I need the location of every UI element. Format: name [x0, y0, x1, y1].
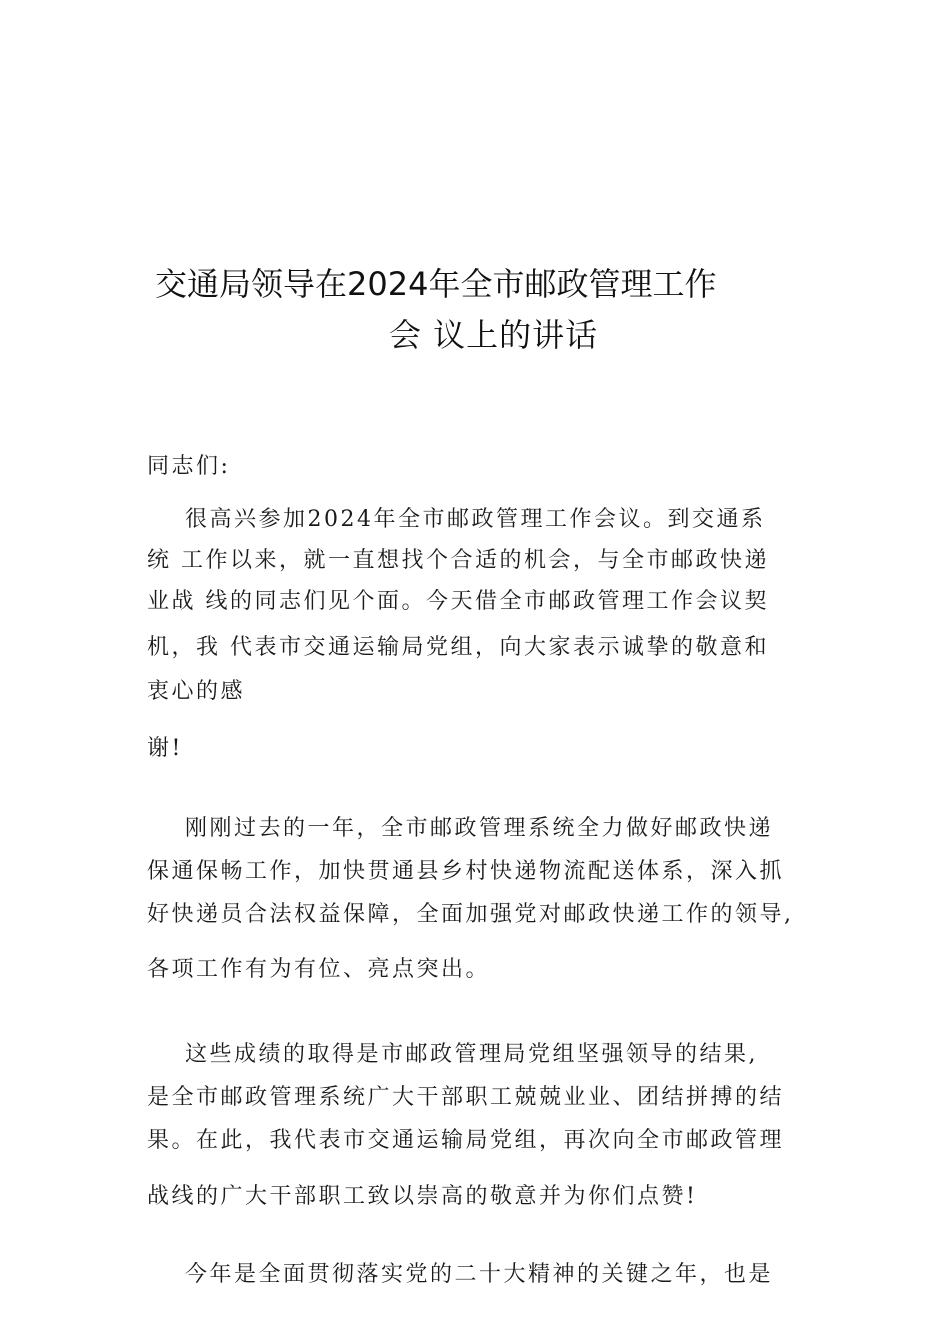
paragraph-1-line-6: 谢!	[147, 736, 183, 761]
paragraph-1-line-3: 业战 线的同志们见个面。今天借全市邮政管理工作会议契	[147, 589, 769, 614]
salutation: 同志们:	[147, 454, 231, 479]
paragraph-2-line-4: 各项工作有为有位、亮点突出。	[147, 957, 491, 982]
paragraph-1-line-4: 机，我 代表市交通运输局党组，向大家表示诚挚的敬意和	[147, 635, 769, 660]
paragraph-1-line-5: 衷心的感	[147, 679, 246, 704]
paragraph-4-line-1: 今年是全面贯彻落实党的二十大精神的关键之年，也是	[185, 1262, 774, 1287]
paragraph-3-line-3: 果。在此，我代表市交通运输局党组，再次向全市邮政管理	[147, 1128, 785, 1153]
paragraph-3-line-4: 战线的广大干部职工致以崇高的敬意并为你们点赞!	[147, 1184, 698, 1209]
page-title-line-1: 交通局领导在2024年全市邮政管理工作	[155, 265, 717, 303]
paragraph-3-line-2: 是全市邮政管理系统广大干部职工兢兢业业、团结拼搏的结	[147, 1085, 785, 1110]
paragraph-2-line-1: 刚刚过去的一年，全市邮政管理系统全力做好邮政快递	[185, 816, 774, 841]
paragraph-3-line-1: 这些成绩的取得是市邮政管理局党组坚强领导的结果,	[185, 1042, 758, 1067]
paragraph-2-line-2: 保通保畅工作，加快贯通县乡村快递物流配送体系，深入抓	[147, 859, 785, 884]
page-title-line-2: 会 议上的讲话	[389, 316, 599, 354]
paragraph-2-line-3: 好快递员合法权益保障，全面加强党对邮政快递工作的领导,	[147, 902, 794, 927]
paragraph-1-line-1: 很高兴参加2024年全市邮政管理工作会议。到交通系	[185, 507, 766, 532]
paragraph-1-line-2: 统 工作以来，就一直想找个合适的机会，与全市邮政快递	[147, 548, 769, 573]
